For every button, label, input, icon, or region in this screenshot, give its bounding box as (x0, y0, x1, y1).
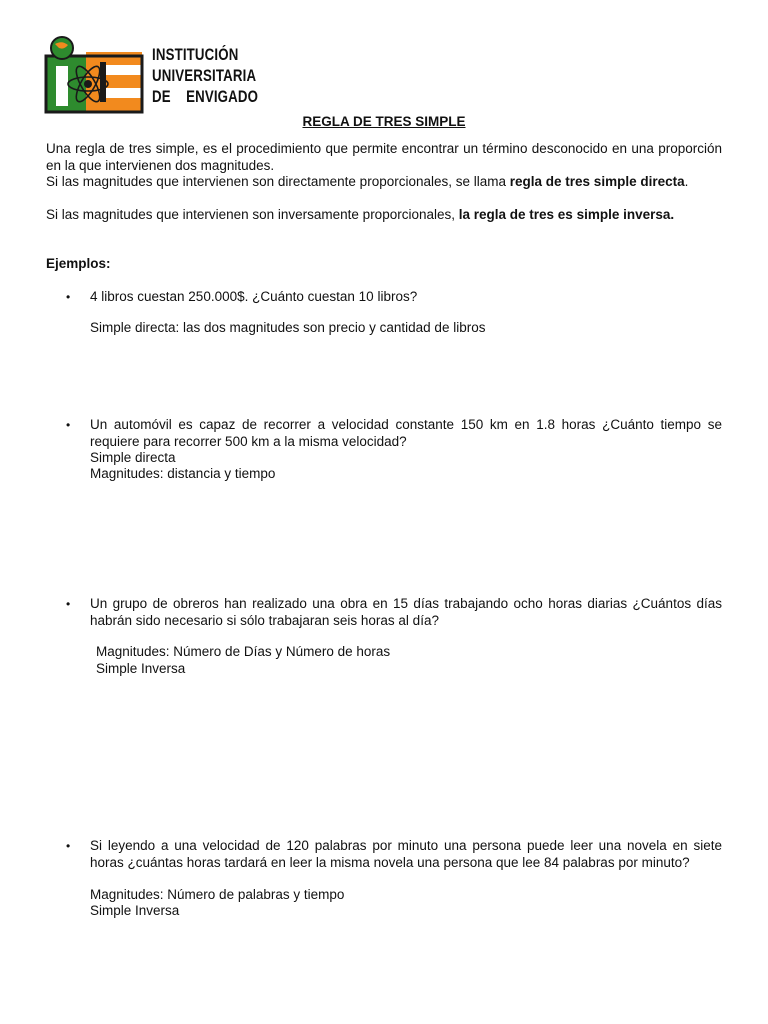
institution-name (152, 44, 259, 107)
intro-p2-text: Si las magnitudes que intervienen son directamente proporcionales, se llama (46, 174, 510, 189)
example-3-note-2: Simple Inversa (96, 661, 186, 676)
example-1-question: 4 libros cuestan 250.000$. ¿Cuánto cuestan 10 libros? (90, 289, 418, 304)
logo-line-3: DE ENVIGADO (152, 87, 259, 106)
intro-p3-text: Si las magnitudes que intervienen son inversamente proporcionales, (46, 207, 459, 222)
bullet-icon: • (66, 290, 71, 304)
institution-emblem-icon (42, 34, 144, 116)
intro-p3-bold: la regla de tres es simple inversa. (458, 207, 675, 222)
example-4-note-1: Magnitudes: Número de palabras y tiempo (90, 887, 345, 902)
bullet-icon: • (66, 597, 71, 611)
example-2-note-1: Simple directa (90, 450, 176, 465)
example-3-note-1: Magnitudes: Número de Días y Número de horas (96, 644, 391, 659)
logo-line-2: UNIVERSITARIA (152, 66, 257, 85)
example-4-note-2: Simple Inversa (90, 903, 180, 918)
example-1-note: Simple directa: las dos magnitudes son precio y cantidad de libros (90, 320, 486, 335)
bullet-icon: • (66, 839, 71, 853)
example-3-question: Un grupo de obreros han realizado una obra en 15 días trabajando ocho horas diarias ¿Cuántos días habrán sido necesario si sólo trabajaran seis horas al día? (90, 596, 722, 628)
intro-p2-end: . (684, 174, 689, 189)
bullet-icon: • (66, 418, 71, 432)
example-2-question: Un automóvil es capaz de recorrer a velocidad constante 150 km en 1.8 horas ¿Cuánto tiempo se requiere para recorrer 500 km a la misma velocidad? (90, 417, 722, 449)
logo-line-1: INSTITUCIÓN (152, 45, 239, 64)
intro-paragraph-3 (46, 207, 722, 224)
examples-heading: Ejemplos: (46, 256, 111, 271)
intro-paragraph-2 (46, 174, 722, 191)
example-2-note-2: Magnitudes: distancia y tiempo (90, 466, 276, 481)
example-4-question: Si leyendo a una velocidad de 120 palabras por minuto una persona puede leer una novela en siete horas ¿cuántas horas tardará en leer la misma novela una persona que lee 84 palabras por minuto? (90, 838, 722, 870)
institution-logo (42, 34, 259, 116)
intro-p2-bold: regla de tres simple directa (509, 174, 685, 189)
intro-paragraph-1: Una regla de tres simple, es el procedimiento que permite encontrar un término desconocido en una proporción en la que intervienen dos magnitudes. (46, 141, 722, 173)
document-title: REGLA DE TRES SIMPLE (302, 114, 466, 129)
